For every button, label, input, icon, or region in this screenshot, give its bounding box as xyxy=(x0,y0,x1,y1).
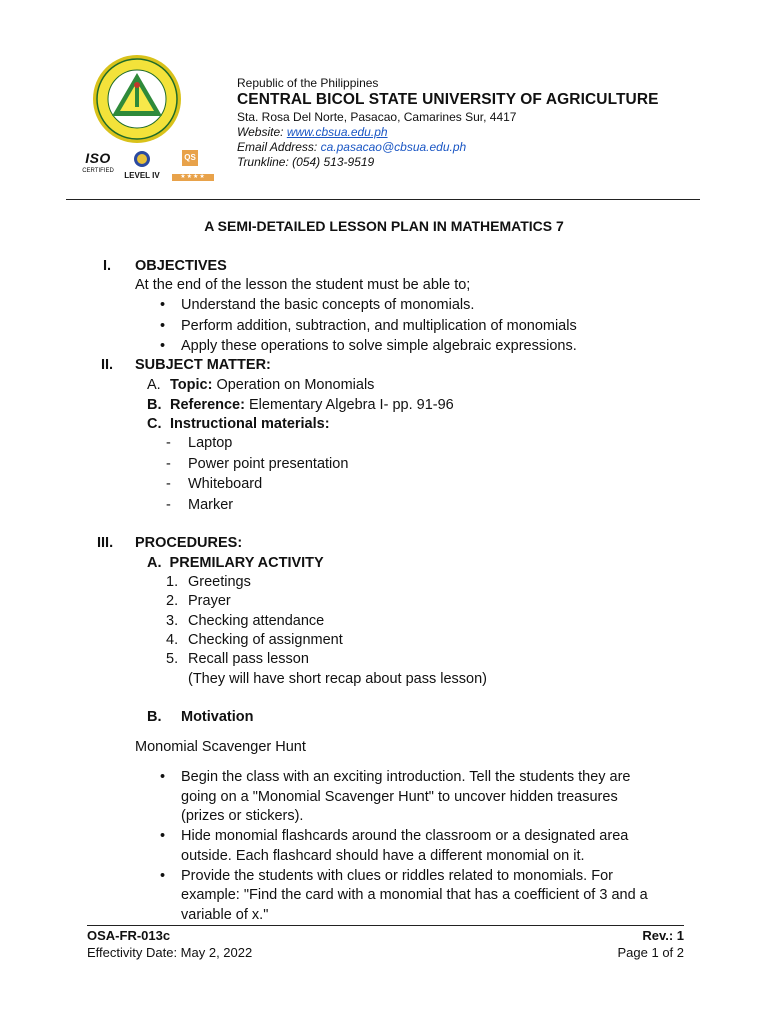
stars-icon: ★★★★ xyxy=(172,174,214,181)
motivation-title: Monomial Scavenger Hunt xyxy=(135,739,306,755)
header-divider xyxy=(66,199,700,200)
activity-number: 3. xyxy=(166,613,179,629)
email-line: Email Address: ca.pasacao@cbsua.edu.ph xyxy=(237,140,467,154)
activity-number: 1. xyxy=(166,574,179,590)
bullet-icon: • xyxy=(160,338,166,354)
bullet-icon: • xyxy=(160,297,166,313)
activity-number: 4. xyxy=(166,632,179,648)
motivation-item-line: outside. Each flashcard should have a different monomial on it. xyxy=(181,848,585,864)
university-seal-logo xyxy=(92,54,182,144)
subject-c-letter: C. xyxy=(147,416,162,432)
procedures-heading: PROCEDURES: xyxy=(135,535,243,551)
bullet-icon: • xyxy=(160,828,166,844)
motivation-item-line: example: "Find the card with a monomial that has a coefficient of 3 and a xyxy=(181,887,648,903)
website-line: Website: www.cbsua.edu.ph xyxy=(237,125,388,139)
qs-stars-badge: QS ★★★★ xyxy=(172,150,214,181)
footer-divider xyxy=(87,925,684,926)
dash-icon: - xyxy=(166,497,171,513)
subject-b-letter: B. xyxy=(147,397,162,413)
page-number: Page 1 of 2 xyxy=(617,945,684,960)
objectives-heading: OBJECTIVES xyxy=(135,258,227,274)
address-line: Sta. Rosa Del Norte, Pasacao, Camarines Sur, 4417 xyxy=(237,110,517,124)
motivation-item-line: Provide the students with clues or riddles related to monomials. For xyxy=(181,868,613,884)
activity-item: Recall pass lesson xyxy=(188,651,309,667)
bullet-icon: • xyxy=(160,769,166,785)
effectivity-date: Effectivity Date: May 2, 2022 xyxy=(87,945,253,960)
activity-number: 2. xyxy=(166,593,179,609)
dash-icon: - xyxy=(166,435,171,451)
recall-note: (They will have short recap about pass lesson) xyxy=(188,671,488,687)
motivation-letter: B. xyxy=(147,709,162,725)
reference-line: Reference: Elementary Algebra I- pp. 91-96 xyxy=(170,397,454,413)
iso-certified-badge: ISO CERTIFIED xyxy=(82,150,114,174)
preliminary-activity-heading: A. PREMILARY ACTIVITY xyxy=(147,555,324,571)
bullet-icon: • xyxy=(160,318,166,334)
level-iv-badge: LEVEL IV xyxy=(122,150,162,180)
section-number-procedures: III. xyxy=(97,535,114,551)
activity-item: Prayer xyxy=(188,593,231,609)
activity-item: Greetings xyxy=(188,574,251,590)
section-number-subject-matter: II. xyxy=(101,357,114,373)
subject-a-letter: A. xyxy=(147,377,161,393)
objective-item: Perform addition, subtraction, and multiplication of monomials xyxy=(181,318,577,334)
motivation-item-line: variable of x." xyxy=(181,907,269,923)
bullet-icon: • xyxy=(160,868,166,884)
document-title: A SEMI-DETAILED LESSON PLAN IN MATHEMATICS 7 xyxy=(204,218,564,234)
email-address: ca.pasacao@cbsua.edu.ph xyxy=(320,140,467,154)
motivation-item-line: Hide monomial flashcards around the classroom or a designated area xyxy=(181,828,629,844)
university-name: CENTRAL BICOL STATE UNIVERSITY OF AGRICULTURE xyxy=(237,91,659,108)
motivation-item-line: going on a "Monomial Scavenger Hunt" to uncover hidden treasures xyxy=(181,789,618,805)
trunkline-line: Trunkline: (054) 513-9519 xyxy=(237,155,375,169)
objective-item: Apply these operations to solve simple algebraic expressions. xyxy=(181,338,577,354)
activity-number: 5. xyxy=(166,651,179,667)
activity-item: Checking of assignment xyxy=(188,632,343,648)
website-link[interactable]: www.cbsua.edu.ph xyxy=(286,125,388,139)
motivation-heading: Motivation xyxy=(181,709,254,725)
form-code: OSA-FR-013c xyxy=(87,928,171,943)
accreditation-badges xyxy=(80,150,220,190)
activity-item: Checking attendance xyxy=(188,613,325,629)
material-item: Power point presentation xyxy=(188,456,349,472)
instructional-materials-heading: Instructional materials: xyxy=(170,416,330,432)
motivation-item-line: (prizes or stickers). xyxy=(181,808,304,824)
dash-icon: - xyxy=(166,456,171,472)
objective-item: Understand the basic concepts of monomials. xyxy=(181,297,475,313)
republic-line: Republic of the Philippines xyxy=(237,76,379,90)
motivation-item-line: Begin the class with an exciting introduction. Tell the students they are xyxy=(181,769,631,785)
subject-matter-heading: SUBJECT MATTER: xyxy=(135,357,271,373)
material-item: Laptop xyxy=(188,435,233,451)
objectives-intro: At the end of the lesson the student must be able to; xyxy=(135,277,471,293)
section-number-objectives: I. xyxy=(103,258,112,274)
revision-number: Rev.: 1 xyxy=(642,928,684,943)
material-item: Whiteboard xyxy=(188,476,263,492)
topic-line: Topic: Operation on Monomials xyxy=(170,377,375,393)
material-item: Marker xyxy=(188,497,234,513)
dash-icon: - xyxy=(166,476,171,492)
level-iv-emblem-icon xyxy=(133,150,151,168)
